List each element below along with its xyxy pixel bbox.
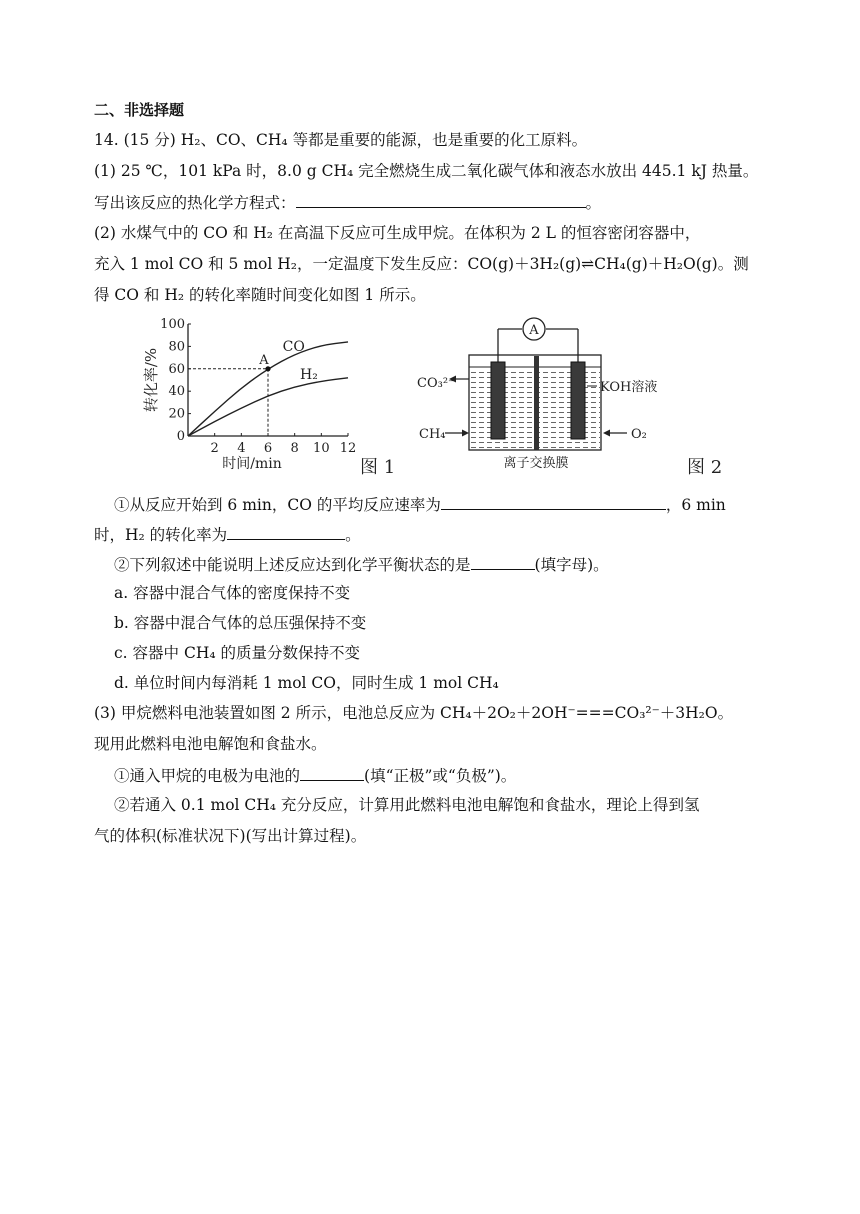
subq3-text: ①通入甲烷的电极为电池的 <box>114 767 301 785</box>
subq3-line <box>114 764 516 786</box>
x-axis-label: 时间/min <box>222 456 282 472</box>
part3-line2: 现用此燃料电池电解饱和食盐水。 <box>94 735 327 753</box>
part3-line1: (3) 甲烷燃料电池装置如图 2 所示，电池总反应为 CH₄＋2O₂＋2OH⁻===CO₃²⁻＋3H₂O。 <box>94 704 734 722</box>
subq2-text: ②下列叙述中能说明上述反应达到化学平衡状态的是 <box>114 556 471 574</box>
x-tick-label: 10 <box>313 441 330 456</box>
option-b: b. 容器中混合气体的总压强保持不变 <box>114 614 367 632</box>
co3-label: CO₃²⁻ <box>417 376 455 391</box>
answer-blank-equilibrium[interactable] <box>471 553 535 570</box>
x-tick-label: 8 <box>290 441 299 456</box>
subq4-line2: 气的体积(标准状况下)(写出计算过程)。 <box>94 827 367 845</box>
question-stem: 14. (15 分) H₂、CO、CH₄ 等都是重要的能源，也是重要的化工原料。 <box>94 131 588 149</box>
ch4-label: CH₄ <box>419 427 446 442</box>
part2-line3: 得 CO 和 H₂ 的转化率随时间变化如图 1 所示。 <box>94 286 426 304</box>
o2-label: O₂ <box>631 427 647 442</box>
answer-blank-equation[interactable] <box>296 191 586 208</box>
subq3-end: (填“正极”或“负极”)。 <box>364 767 517 785</box>
electrode-right <box>571 362 585 439</box>
part2-line2: 充入 1 mol CO 和 5 mol H₂，一定温度下发生反应：CO(g)＋3H₂(g)⇌CH₄(g)＋H₂O(g)。测 <box>94 255 749 273</box>
section-title: 二、非选择题 <box>94 101 185 119</box>
y-tick-label: 0 <box>176 429 185 444</box>
answer-blank-h2-conversion[interactable] <box>227 523 345 540</box>
option-d: d. 单位时间内每消耗 1 mol CO，同时生成 1 mol CH₄ <box>114 674 499 692</box>
x-tick-label: 4 <box>237 441 246 456</box>
subq4-line1: ②若通入 0.1 mol CH₄ 充分反应，计算用此燃料电池电解饱和食盐水，理论上得到氢 <box>114 796 700 814</box>
y-tick-label: 100 <box>160 317 185 332</box>
y-axis-label: 转化率/% <box>142 347 160 413</box>
figure1-caption: 图 1 <box>360 457 396 478</box>
figure1-chart <box>138 310 398 480</box>
part1-line2-text: 写出该反应的热化学方程式： <box>94 194 296 212</box>
subq1-line1-text: ①从反应开始到 6 min，CO 的平均反应速率为 <box>114 496 441 514</box>
part1-line2-end: 。 <box>585 194 602 212</box>
option-c: c. 容器中 CH₄ 的质量分数保持不变 <box>114 644 360 662</box>
x-tick-label: 2 <box>210 441 219 456</box>
part2-line1: (2) 水煤气中的 CO 和 H₂ 在高温下反应可生成甲烷。在体积为 2 L 的恒容密闭容器中， <box>94 224 701 242</box>
y-tick-label: 40 <box>168 384 185 400</box>
ion-exchange-membrane <box>534 356 539 450</box>
y-tick-label: 60 <box>168 361 185 377</box>
answer-blank-co-rate[interactable] <box>441 493 666 510</box>
ammeter-label: A <box>529 323 539 338</box>
part1-line2 <box>94 191 601 213</box>
y-tick-label: 80 <box>168 339 185 355</box>
subq1-line2-end: 。 <box>345 526 361 544</box>
y-tick-label: 20 <box>168 406 185 422</box>
subq2-end: (填字母)。 <box>534 556 609 574</box>
koh-label: KOH溶液 <box>600 380 658 395</box>
x-tick-label: 12 <box>339 441 357 456</box>
subq1-line1-end: ，6 min <box>665 496 726 514</box>
series-label-h2: H₂ <box>300 366 318 383</box>
subq1-line2-text: 时，H₂ 的转化率为 <box>94 526 228 544</box>
figure2-diagram <box>415 315 735 475</box>
figure2-caption: 图 2 <box>687 457 723 475</box>
subq1-line2 <box>94 523 361 545</box>
point-a-label: A <box>259 352 269 368</box>
option-a: a. 容器中混合气体的密度保持不变 <box>114 584 351 602</box>
x-tick-label: 6 <box>263 441 273 456</box>
series-label-co: CO <box>282 338 305 355</box>
subq2-line <box>114 553 609 575</box>
membrane-label: 离子交换膜 <box>503 456 569 471</box>
subq1-line1 <box>114 493 726 515</box>
part1-line1: (1) 25 ℃，101 kPa 时，8.0 g CH₄ 完全燃烧生成二氧化碳气体和液态水放出 445.1 kJ 热量。 <box>94 162 759 180</box>
electrode-left <box>491 362 505 439</box>
answer-blank-electrode[interactable] <box>300 764 364 781</box>
